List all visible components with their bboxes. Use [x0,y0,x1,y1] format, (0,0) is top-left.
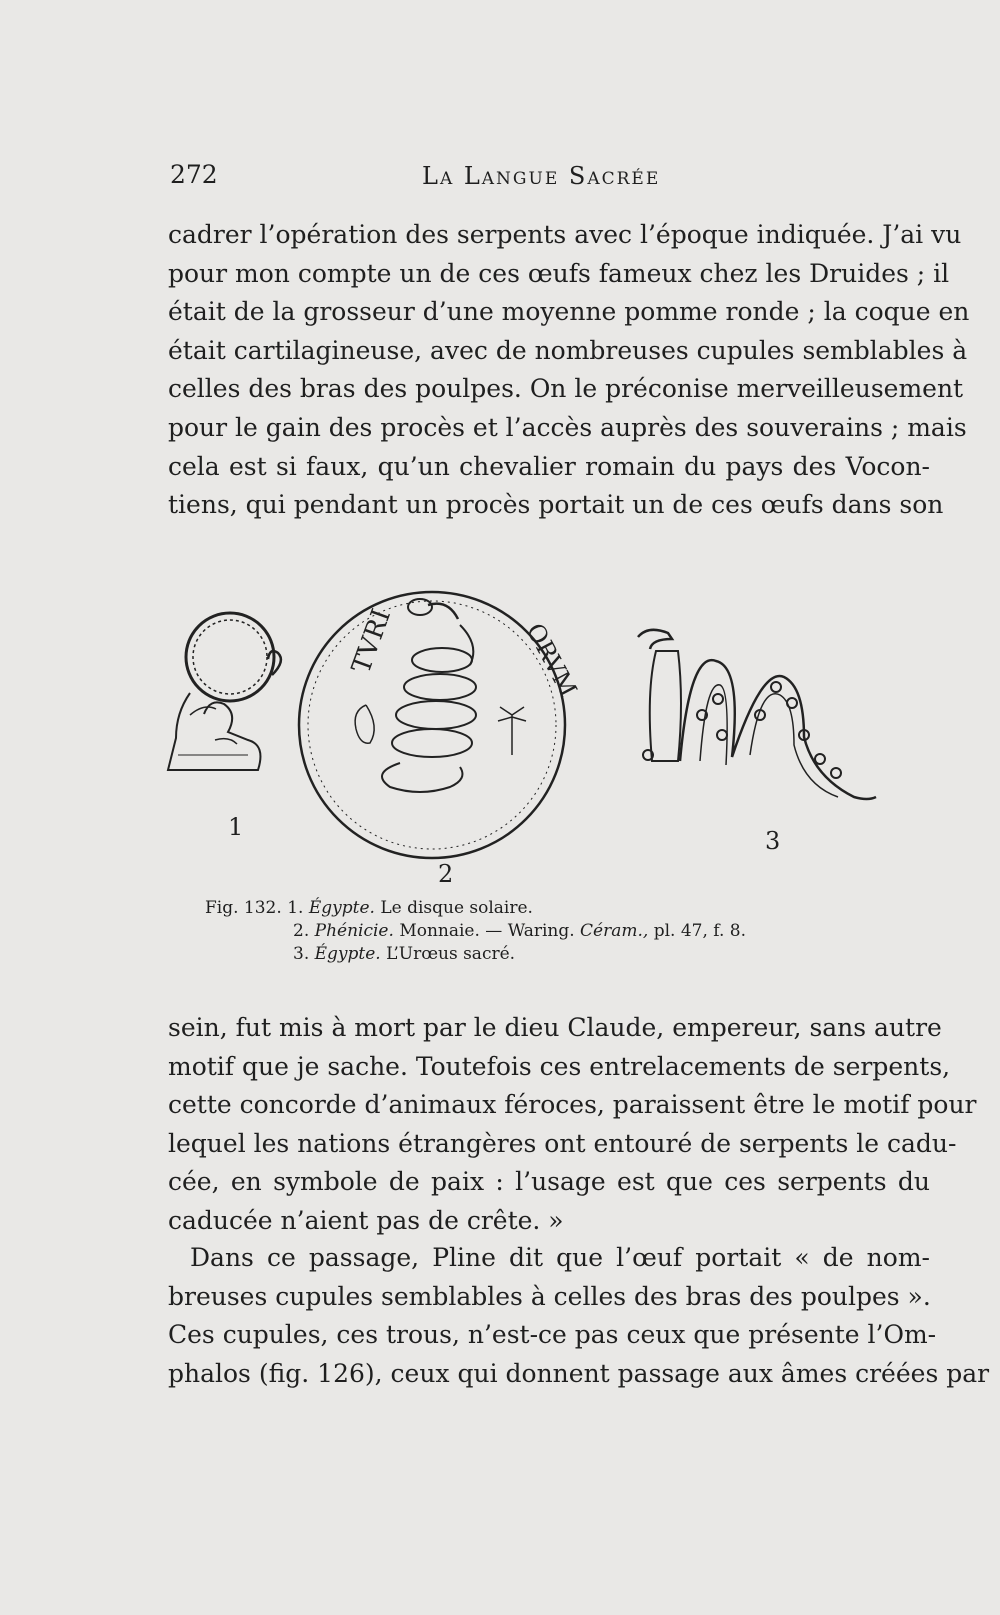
text-line: pour le gain des procès et l’accès auprès des souverains ; mais [168,412,967,442]
caption-item-2-place: Phénicie. [314,921,394,941]
caption-line-2 [205,920,855,943]
figure-illustrations [160,565,920,895]
text-line: lequel les nations étrangères ont entouré de serpents le cadu- [168,1128,957,1158]
uraeus-serpent-illustration [638,630,876,799]
caption-item-2-number: 2. [293,921,310,941]
text-line: cette concorde d’animaux féroces, paraissent être le motif pour [168,1090,977,1120]
paragraph-1 [168,216,970,525]
text-line: était de la grosseur d’une moyenne pomme ronde ; la coque en [168,297,970,327]
coin-inscription-right: ORVM [520,618,583,702]
text-line: pour mon compte un de ces œufs fameux chez les Druides ; il [168,258,950,288]
text-line: tiens, qui pendant un procès portait un de ces œufs dans son [168,490,944,520]
page-number: 272 [170,160,218,189]
caption-line-1 [205,897,855,920]
running-head [170,160,930,200]
text-line: breuses cupules semblables à celles des bras des poulpes ». [168,1281,931,1311]
caption-line-3 [205,943,855,966]
text-line: cela est si faux, qu’un chevalier romain du pays des Vocon- [168,451,930,481]
caption-item-1-number: 1. [287,898,304,918]
running-title: La Langue Sacrée [422,162,661,190]
caption-item-3-text: L’Urœus sacré. [386,944,516,964]
text-line: motif que je sache. Toutefois ces entrelacements de serpents, [168,1051,951,1081]
text-line: Dans ce passage, Pline dit que l’œuf portait « de nom- [190,1243,930,1272]
text-line: cée, en symbole de paix : l’usage est que ces serpents du [168,1167,930,1197]
text-line: celles des bras des poulpes. On le préconise merveilleusement [168,374,964,404]
figure-number-1: 1 [228,813,244,841]
caption-item-2-ref: Céram., [580,921,649,941]
caption-item-2-ref-plate: pl. 47, f. 8. [653,921,746,941]
text-line: cadrer l’opération des serpents avec l’époque indiquée. J’ai vu [168,220,962,249]
caption-item-1-text: Le disque solaire. [380,898,533,918]
figure-number-2: 2 [438,860,454,888]
text-line: phalos (fig. 126), ceux qui donnent passage aux âmes créées par [168,1358,990,1388]
coin-inscription-left: TVRI [346,605,398,678]
text-line: caducée n’aient pas de crête. » [168,1205,564,1235]
text-line: sein, fut mis à mort par le dieu Claude, empereur, sans autre [168,1013,942,1042]
caption-item-1-place: Égypte. [308,898,375,918]
text-line: Ces cupules, ces trous, n’est-ce pas ceux que présente l’Om- [168,1320,937,1350]
paragraph-2 [168,1009,977,1241]
paragraph-3 [168,1239,990,1393]
caption-fig-label: Fig. 132. [205,898,282,918]
figure-132 [160,565,920,895]
caption-item-3-place: Égypte. [314,944,381,964]
coin-illustration [299,592,582,858]
caption-item-2-text: Monnaie. — Waring. [399,921,575,941]
solar-disc-illustration [168,613,281,770]
caption-item-3-number: 3. [293,944,310,964]
text-line: était cartilagineuse, avec de nombreuses cupules semblables à [168,335,968,365]
figure-number-3: 3 [765,827,781,855]
figure-caption [205,897,855,966]
